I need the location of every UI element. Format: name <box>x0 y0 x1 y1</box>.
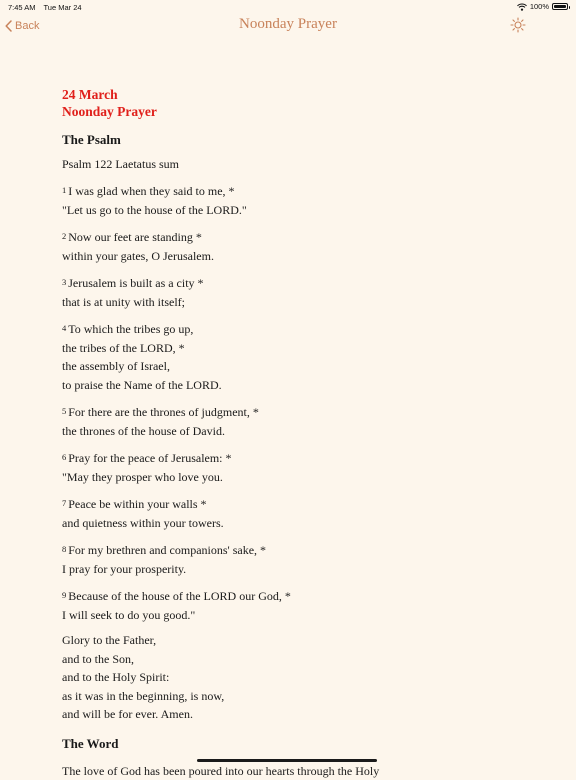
sun-icon <box>510 17 526 33</box>
navigation-bar <box>0 14 576 40</box>
verse-line: "Let us go to the house of the LORD." <box>62 202 247 217</box>
verse-line: $^3$ Jerusalem is built as a city * <box>62 276 204 290</box>
verse-number: 5 <box>62 406 67 416</box>
verse-line: $^7$ Peace be within your walls * <box>62 497 207 511</box>
battery-icon <box>552 3 568 10</box>
verse-line: $^6$ Pray for the peace of Jerusalem: * <box>62 451 232 465</box>
verse-line: $^9$ Because of the house of the LORD our God, * <box>62 589 291 603</box>
psalm-verse <box>62 449 542 486</box>
reading-content <box>62 86 542 780</box>
page-title: Noonday Prayer <box>239 16 337 32</box>
verse-number: 4 <box>62 323 67 333</box>
display-settings-button[interactable] <box>510 17 526 33</box>
wifi-icon <box>517 3 527 11</box>
verse-number: 1 <box>62 185 67 195</box>
verse-line: that is at unity with itself; <box>62 294 185 309</box>
psalm-title: Psalm 122 Laetatus sum <box>62 157 179 171</box>
verse-number: 6 <box>62 452 67 462</box>
psalm-verse <box>62 587 542 624</box>
verse-line: the assembly of Israel, <box>62 359 170 373</box>
verse-line: the thrones of the house of David. <box>62 423 225 438</box>
psalm-verse <box>62 495 542 532</box>
verse-line: $^8$ For my brethren and companions' sake, * <box>62 543 267 557</box>
psalm-verse <box>62 541 542 578</box>
verse-number: 7 <box>62 498 67 508</box>
gloria-line: as it was in the beginning, is now, <box>62 688 225 703</box>
psalm-verse <box>62 320 542 394</box>
back-label: Back <box>15 20 40 32</box>
psalm-verse <box>62 182 542 219</box>
verse-line: I will seek to do you good." <box>62 607 196 622</box>
psalm-section-heading: The Psalm <box>62 132 121 147</box>
verse-line: I pray for your prosperity. <box>62 561 187 576</box>
gloria-patri <box>62 631 542 724</box>
status-bar <box>0 0 576 14</box>
word-section-heading: The Word <box>62 735 119 751</box>
status-time: 7:45 AM <box>8 3 36 12</box>
verse-line: and quietness within your towers. <box>62 515 224 530</box>
verse-number: 3 <box>62 277 67 287</box>
verse-number: 8 <box>62 544 67 554</box>
verse-line: within your gates, O Jerusalem. <box>62 248 214 263</box>
verse-number: 2 <box>62 231 67 241</box>
gloria-line: and to the Holy Spirit: <box>62 670 170 684</box>
psalm-verse <box>62 403 542 440</box>
psalm-verse <box>62 228 542 265</box>
psalm-verses <box>62 182 542 624</box>
verse-number: 9 <box>62 590 67 600</box>
gloria-line: Glory to the Father, <box>62 633 157 647</box>
verse-line: $^1$ I was glad when they said to me, * <box>62 184 235 198</box>
verse-line: $^5$ For there are the thrones of judgment, * <box>62 405 259 419</box>
office-heading: Noonday Prayer <box>62 104 157 119</box>
gloria-line: and to the Son, <box>62 651 134 666</box>
verse-line: to praise the Name of the LORD. <box>62 377 222 392</box>
scroll-indicator[interactable] <box>197 759 377 762</box>
battery-percent: 100% <box>529 2 549 11</box>
status-date: Tue Mar 24 <box>43 3 82 12</box>
psalm-verse <box>62 274 542 311</box>
gloria-line: and will be for ever. Amen. <box>62 707 193 721</box>
date-heading: 24 March <box>62 87 118 102</box>
verse-line: "May they prosper who love you. <box>62 469 223 484</box>
battery-fill <box>554 5 566 8</box>
verse-line: the tribes of the LORD, * <box>62 340 185 355</box>
verse-line: $^2$ Now our feet are standing * <box>62 230 202 244</box>
verse-line: $^4$ To which the tribes go up, <box>62 322 194 336</box>
word-text: The love of God has been poured into our hearts through the Holy <box>62 763 380 778</box>
